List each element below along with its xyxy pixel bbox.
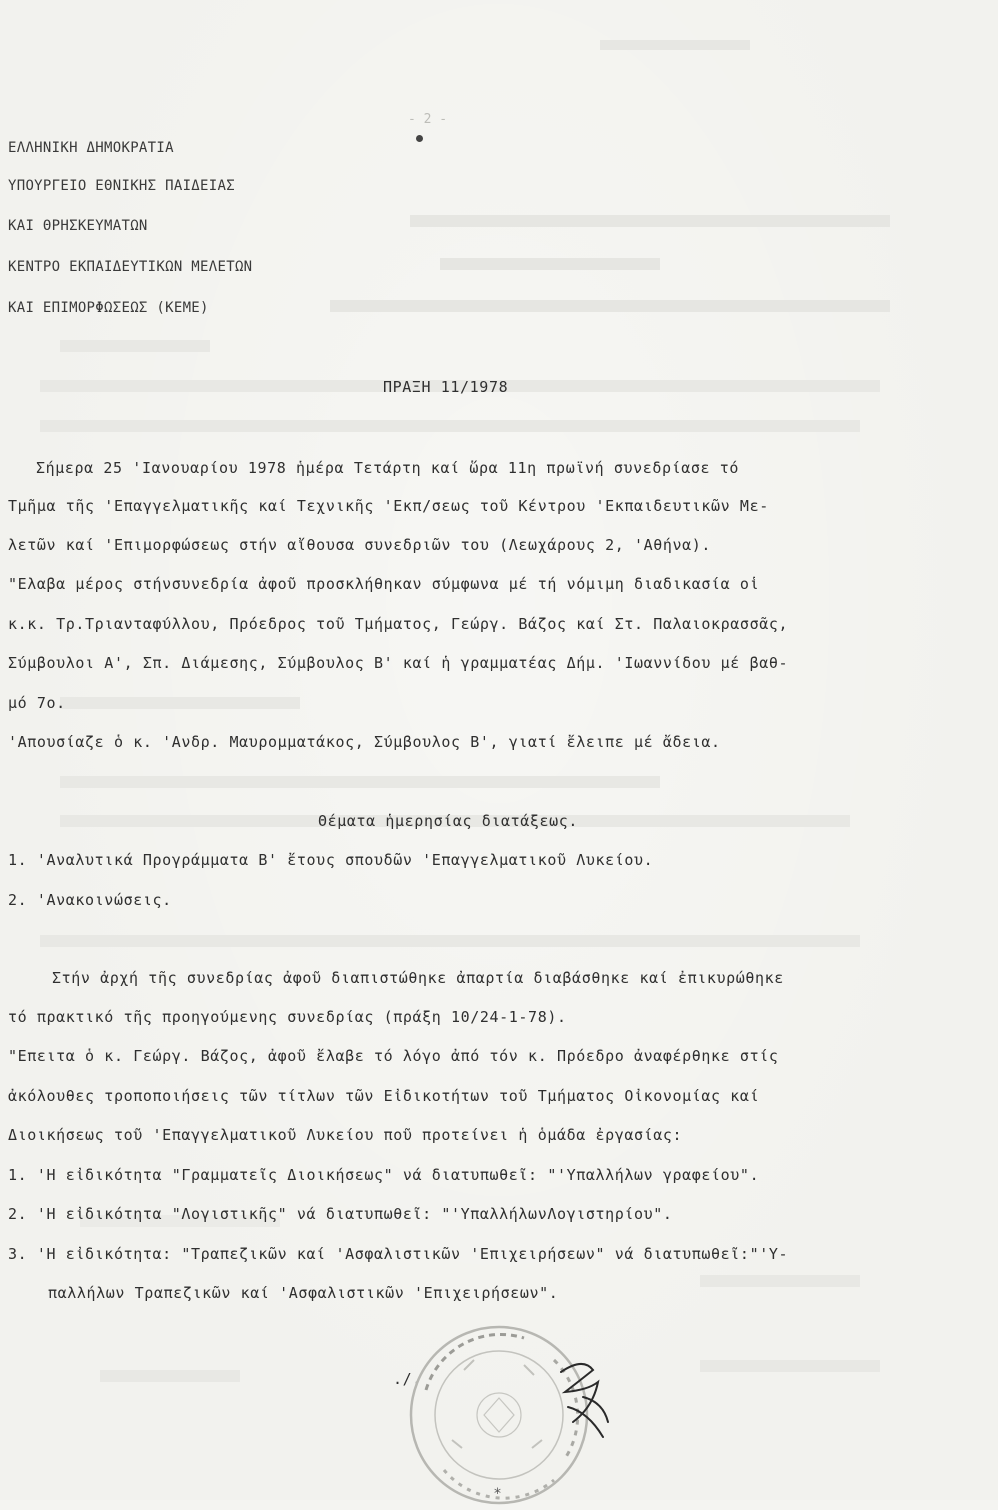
page-number-mark: - 2 - — [408, 112, 448, 127]
text-line: Διοικήσεως τοῦ 'Επαγγελματικοῦ Λυκείου ποῦ προτείνει ἡ ὁμάδα ἐργασίας: — [8, 1126, 683, 1144]
header-line: ΚΕΝΤΡΟ ΕΚΠΑΙΔΕΥΤΙΚΩΝ ΜΕΛΕΤΩΝ — [8, 259, 253, 275]
text-line: ἀκόλουθες τροποποιήσεις τῶν τίτλων τῶν Εἰδικοτήτων τοῦ Τμήματος Οἰκονομίας καί — [8, 1087, 760, 1105]
bleed-through-mark — [600, 40, 750, 50]
text-line: "Ελαβα μέρος στήνσυνεδρία ἀφοῦ προσκλήθηκαν σύμφωνα μέ τή νόμιμη διαδικασία οἱ — [8, 575, 760, 593]
agenda-title: Θέματα ἡμερησίας διατάξεως. — [318, 812, 579, 830]
bleed-through-mark — [410, 215, 890, 227]
bleed-through-mark — [440, 258, 660, 270]
agenda-item: 2. 'Ανακοινώσεις. — [8, 891, 172, 909]
bleed-through-mark — [60, 776, 660, 788]
agenda-item: 1. 'Αναλυτικά Προγράμματα Β' ἔτους σπουδῶν 'Επαγγελματικοῦ Λυκείου. — [8, 851, 654, 869]
amendment-item: 1. 'Η εἰδικότητα "Γραμματεῖς Διοικήσεως" νά διατυπωθεῖ: "'Υπαλλήλων γραφείου". — [8, 1166, 760, 1184]
absence-note: 'Απουσίαζε ὁ κ. 'Ανδρ. Μαυρομματάκος, Σύμβουλος Β', γιατί ἔλειπε μέ ἄδεια. — [8, 733, 721, 751]
text-line: Τμῆμα τῆς 'Επαγγελματικῆς καί Τεχνικῆς 'Εκπ/σεως τοῦ Κέντρου 'Εκπαιδευτικῶν Με- — [8, 497, 769, 515]
document-title: ΠΡΑΞΗ 11/1978 — [383, 378, 509, 396]
text-line: Σύμβουλοι Α', Σπ. Διάμεσης, Σύμβουλος Β' καί ἡ γραμματέας Δήμ. 'Ιωαννίδου μέ βαθ- — [8, 654, 789, 672]
svg-text:*: * — [494, 1486, 501, 1502]
continuation-mark: ./. — [393, 1370, 422, 1388]
text-line: "Επειτα ὁ κ. Γεώργ. Βάζος, ἀφοῦ ἔλαβε τό λόγο ἀπό τόν κ. Πρόεδρο ἀναφέρθηκε στίς — [8, 1047, 779, 1065]
text-line: τό πρακτικό τῆς προηγούμενης συνεδρίας (πράξη 10/24-1-78). — [8, 1008, 567, 1026]
bleed-through-mark — [700, 1360, 880, 1372]
amendment-item: 2. 'Η εἰδικότητα "Λογιστικῆς" νά διατυπωθεῖ: "'ΥπαλλήλωνΛογιστηρίου". — [8, 1205, 673, 1223]
signature-icon — [553, 1352, 623, 1442]
bleed-through-mark — [40, 420, 860, 432]
amendment-item: 3. 'Η εἰδικότητα: "Τραπεζικῶν καί 'Ασφαλιστικῶν 'Επιχειρήσεων" νά διατυπωθεῖ:"'Υ- — [8, 1245, 789, 1263]
header-line: ΕΛΛΗΝΙΚΗ ΔΗΜΟΚΡΑΤΙΑ — [8, 140, 174, 156]
header-line: ΥΠΟΥΡΓΕΙΟ ΕΘΝΙΚΗΣ ΠΑΙΔΕΙΑΣ — [8, 178, 235, 194]
bleed-through-mark — [330, 300, 890, 312]
bleed-through-mark — [700, 1275, 860, 1287]
text-line: Στήν ἀρχή τῆς συνεδρίας ἀφοῦ διαπιστώθηκε ἀπαρτία διαβάσθηκε καί ἐπικυρώθηκε — [52, 969, 784, 987]
bleed-through-mark — [40, 935, 860, 947]
amendment-item: παλλήλων Τραπεζικῶν καί 'Ασφαλιστικῶν 'Επιχειρήσεων". — [48, 1284, 559, 1302]
header-line: ΚΑΙ ΘΡΗΣΚΕΥΜΑΤΩΝ — [8, 218, 148, 234]
text-line: λετῶν καί 'Επιμορφώσεως στήν αἴθουσα συνεδριῶν του (Λεωχάρους 2, 'Αθήνα). — [8, 536, 712, 554]
bleed-through-mark — [60, 697, 300, 709]
text-line: κ.κ. Τρ.Τριανταφύλλου, Πρόεδρος τοῦ Τμήματος, Γεώργ. Βάζος καί Στ. Παλαιοκρασσᾶς, — [8, 615, 789, 633]
bleed-through-mark — [60, 340, 210, 352]
punch-dot — [416, 135, 423, 142]
header-line: ΚΑΙ ΕΠΙΜΟΡΦΩΣΕΩΣ (ΚΕΜΕ) — [8, 300, 209, 316]
text-line: μό 7ο. — [8, 694, 66, 712]
bleed-through-mark — [100, 1370, 240, 1382]
text-line: Σήμερα 25 'Ιανουαρίου 1978 ἡμέρα Τετάρτη καί ὥρα 11η πρωϊνή συνεδρίασε τό — [36, 459, 740, 477]
